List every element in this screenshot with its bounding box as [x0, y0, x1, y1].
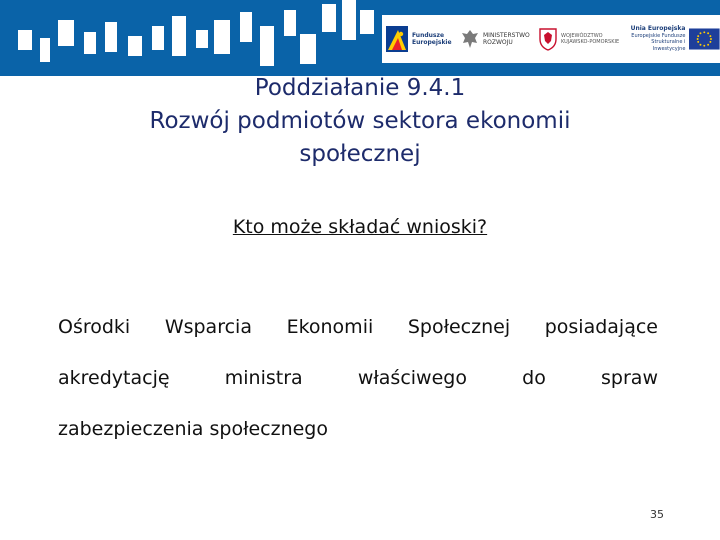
banner-decoration: [58, 20, 74, 46]
banner-decoration: [342, 0, 356, 40]
fundusze-europejskie-emblem-icon: [386, 26, 408, 52]
banner-decoration: [360, 10, 374, 34]
body-word: do: [522, 367, 546, 389]
banner-decoration: [152, 26, 164, 50]
ue-line3: Strukturalne i Inwestycyjne: [651, 39, 686, 52]
body-word: posiadające: [544, 316, 658, 338]
body-word: akredytację: [58, 367, 170, 389]
banner-decoration: [172, 16, 186, 56]
banner-decoration: [300, 34, 316, 64]
fundusze-line2: Europejskie: [412, 39, 452, 46]
ministerstwo-rozwoju-logo: [460, 21, 530, 57]
banner-decoration: [196, 30, 208, 48]
body-word: ministra: [224, 367, 303, 389]
body-line-3: zabezpieczenia społecznego: [58, 418, 328, 440]
slide-title: [60, 72, 660, 171]
wojewodztwo-logo: [538, 21, 619, 57]
ue-line2: Europejskie Fundusze: [631, 32, 686, 39]
header-banner: [0, 0, 720, 76]
fundusze-europejskie-logo: [386, 21, 452, 57]
body-word: Ośrodki: [58, 316, 131, 338]
banner-decoration: [128, 36, 142, 56]
banner-decoration: [284, 10, 296, 36]
banner-decoration: [240, 12, 252, 42]
eu-flag-icon: [689, 28, 720, 50]
banner-decoration: [18, 30, 32, 50]
logo-strip: [382, 15, 720, 63]
page-number: 35: [650, 508, 664, 521]
title-line-1: Poddziałanie 9.4.1: [254, 75, 466, 101]
ministerstwo-line1: MINISTERSTWO: [483, 32, 530, 39]
body-word: spraw: [601, 367, 658, 389]
fundusze-line1: Fundusze: [412, 32, 445, 39]
wojewodztwo-line1: WOJEWÓDZTWO: [561, 33, 603, 39]
body-line-1: [58, 316, 658, 338]
coat-of-arms-icon: [538, 27, 558, 51]
body-word: Ekonomii: [286, 316, 374, 338]
polish-eagle-icon: [460, 27, 480, 51]
banner-decoration: [260, 26, 274, 66]
wojewodztwo-line2: KUJAWSKO-POMORSKIE: [561, 39, 620, 45]
ue-line1: Unia Europejska: [630, 25, 686, 32]
title-line-3: społecznej: [299, 141, 421, 167]
question-heading: Kto może składać wnioski?: [232, 216, 488, 238]
body-word: Społecznej: [407, 316, 511, 338]
body-word: Wsparcia: [164, 316, 252, 338]
banner-decoration: [84, 32, 96, 54]
title-line-2: Rozwój podmiotów sektora ekonomii: [149, 108, 571, 134]
banner-decoration: [40, 38, 50, 62]
unia-europejska-logo: [620, 21, 720, 57]
banner-decoration: [105, 22, 117, 52]
body-line-2: [58, 367, 658, 389]
ministerstwo-line2: ROZWOJU: [483, 39, 513, 46]
banner-decoration: [214, 20, 230, 54]
banner-decoration: [322, 4, 336, 32]
body-word: właściwego: [357, 367, 467, 389]
